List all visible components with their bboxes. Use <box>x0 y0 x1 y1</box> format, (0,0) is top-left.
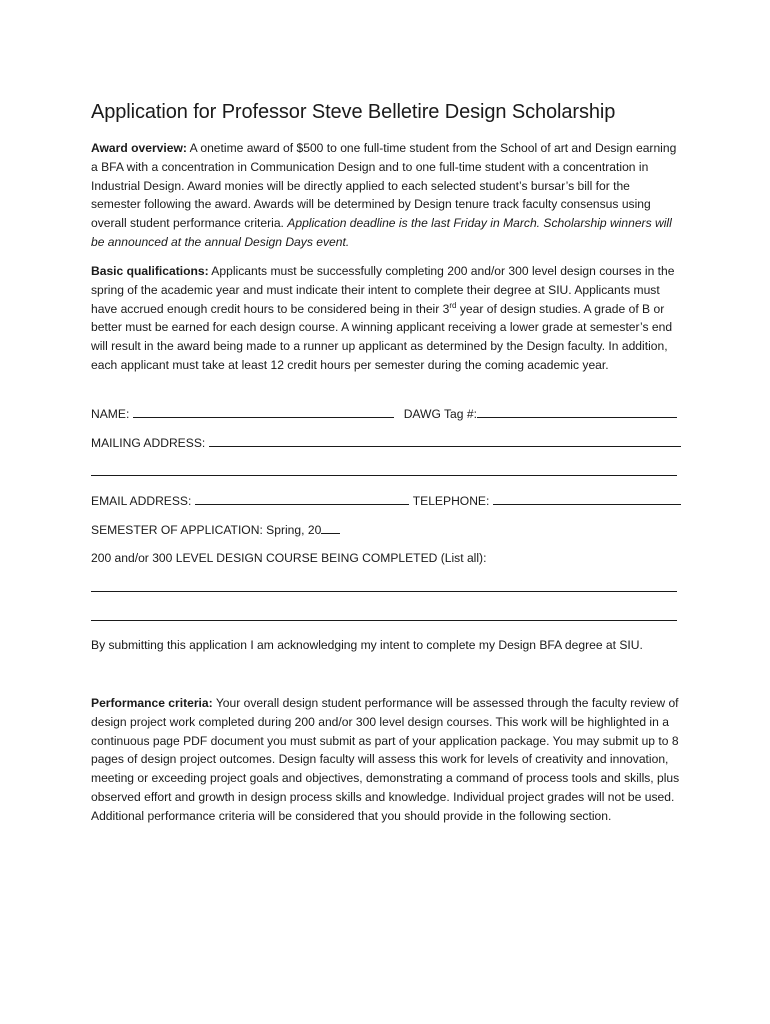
name-row <box>91 405 681 422</box>
performance-criteria-heading: Performance criteria: <box>91 696 213 710</box>
email-address-field[interactable] <box>195 492 409 505</box>
mailing-address-field[interactable] <box>209 434 681 447</box>
ordinal-suffix: rd <box>449 300 457 310</box>
telephone-field[interactable] <box>493 492 681 505</box>
basic-qualifications-body-1: Applicants must be successfully completing 200 and/or 300 level design courses in the spring of the academic year and must indicate their intent to complete their degree at SIU. Applicants must have accrued enough credit hours to be considered being in their 3 <box>91 264 675 316</box>
semester-year-field[interactable] <box>321 521 340 534</box>
courses-row-1 <box>91 579 681 596</box>
semester-row <box>91 521 681 538</box>
basic-qualifications-heading: Basic qualifications: <box>91 264 209 278</box>
award-overview-deadline: Application deadline is the last Friday in March. Scholarship winners will be announced at the annual Design Days event. <box>91 216 672 249</box>
mailing-address-row <box>91 434 681 451</box>
mailing-address-field-2[interactable] <box>91 463 677 476</box>
courses-label: 200 and/or 300 LEVEL DESIGN COURSE BEING COMPLETED (List all): <box>91 551 487 565</box>
basic-qualifications-paragraph <box>91 262 681 375</box>
performance-criteria-body: Your overall design student performance will be assessed through the faculty review of design project work completed during 200 and/or 300 level design courses. This work will be highlighted in a continuous page PDF document you must submit as part of your application package. You may submit up to 8 pages of design project outcomes. Design faculty will assess this work for levels of creativity and innovation, meeting or exceeding project goals and objectives, demonstrating a command of process tools and skills, plus observed effort and growth in design process skills and knowledge. Individual project grades will not be used. Additional performance criteria will be considered that you should provide in the following section. <box>91 696 680 823</box>
award-overview-body: A onetime award of $500 to one full-time student from the School of art and Design earning a BFA with a concentration in Communication Design and to one full-time student with a concentration in Industrial Design. Award monies will be directly applied to each selected student’s bursar’s bill for the semester following the award. Awards will be determined by Design tenure track faculty consensus using overall student performance criteria. <box>91 141 677 231</box>
email-telephone-row <box>91 492 681 509</box>
name-field[interactable] <box>133 405 394 418</box>
courses-row-2 <box>91 608 681 625</box>
email-address-label: EMAIL ADDRESS: <box>91 494 192 508</box>
mailing-address-label: MAILING ADDRESS: <box>91 436 206 450</box>
courses-row <box>91 550 681 566</box>
performance-criteria-paragraph <box>91 694 681 826</box>
semester-label: SEMESTER OF APPLICATION: Spring, 20 <box>91 523 322 537</box>
courses-field-2[interactable] <box>91 608 677 621</box>
award-overview-heading: Award overview: <box>91 141 187 155</box>
telephone-label: TELEPHONE: <box>412 494 490 508</box>
dawg-tag-label: DAWG Tag #: <box>403 407 477 421</box>
dawg-tag-field[interactable] <box>477 405 677 418</box>
basic-qualifications-body-2: year of design studies. A grade of B or better must be earned for each design course. A winning applicant receiving a lower grade at semester’s end will result in the award being made to a runner up applicant as determined by the Design faculty. In addition, each applicant must take at least 12 credit hours per semester during the coming academic year. <box>91 301 673 372</box>
page-title: Application for Professor Steve Belletire Design Scholarship <box>91 101 616 123</box>
award-overview-paragraph <box>91 139 681 252</box>
acknowledgement-text: By submitting this application I am acknowledging my intent to complete my Design BFA degree at SIU. <box>91 638 643 652</box>
mailing-address-row-2 <box>91 463 681 480</box>
name-label: NAME: <box>91 407 130 421</box>
courses-field-1[interactable] <box>91 579 677 592</box>
